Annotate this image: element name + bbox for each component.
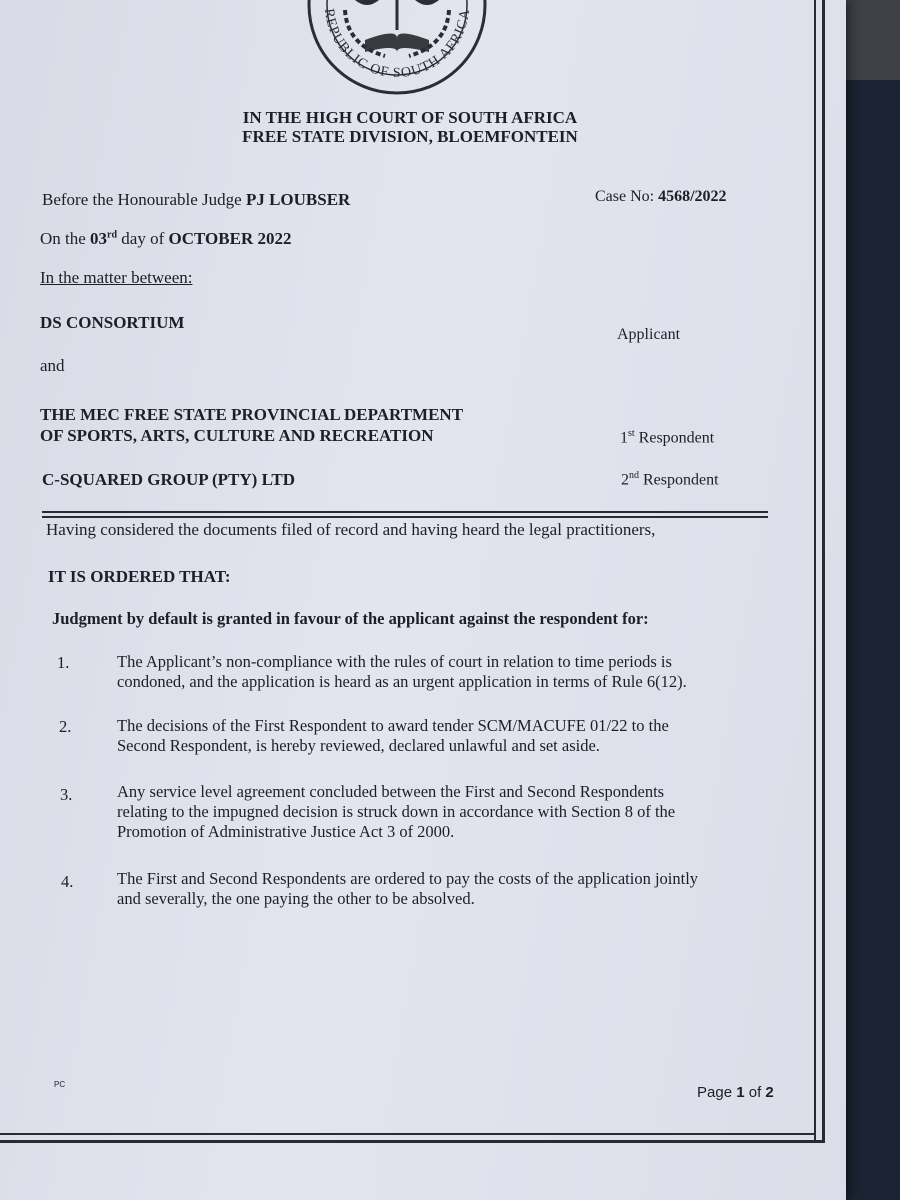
- date-month-year: OCTOBER 2022: [168, 229, 292, 248]
- order-text: The First and Second Respondents are ordered to pay the costs of the application jointly and severally, the one paying the other to be absolved.: [117, 869, 699, 908]
- border-bottom-outer: [0, 1140, 825, 1143]
- date-day: 03rd: [90, 229, 118, 248]
- second-respondent-role: 2nd Respondent: [621, 470, 719, 489]
- date-middle: day of: [121, 229, 165, 248]
- order-text: Any service level agreement concluded between the First and Second Respondents relating to the impugned decision is struck down in accordance with Section 8 of the Promotion of Administrative Justice Act 3 of 2000.: [117, 782, 676, 841]
- applicant-role: Applicant: [617, 326, 681, 343]
- order-text: The decisions of the First Respondent to award tender SCM/MACUFE 01/22 to the Second Respondent, is hereby reviewed, declared unlawful and set aside.: [117, 716, 669, 755]
- party-conjunction: and: [40, 356, 65, 375]
- judgment-heading: Judgment by default is granted in favour of the applicant against the respondent for:: [52, 609, 649, 628]
- first-respondent-role: 1st Respondent: [620, 428, 715, 447]
- case-label: Case No:: [595, 188, 655, 205]
- date-line: [40, 229, 291, 249]
- court-title: [0, 108, 820, 146]
- date-prefix: On the: [40, 229, 86, 248]
- court-title-line1: IN THE HIGH COURT OF SOUTH AFRICA: [242, 108, 578, 127]
- court-seal-icon: [305, 0, 490, 105]
- initials-mark: PC: [54, 1080, 66, 1089]
- judge-prefix: Before the Honourable Judge: [42, 190, 242, 209]
- intro-text: Having considered the documents filed of record and having heard the legal practitioners,: [46, 520, 656, 539]
- ordered-heading: IT IS ORDERED THAT:: [48, 567, 231, 586]
- case-number: 4568/2022: [658, 188, 727, 205]
- order-text: The Applicant’s non-compliance with the rules of court in relation to time periods is condoned, and the application is heard as an urgent application in terms of Rule 6(12).: [117, 652, 687, 691]
- court-title-line2: FREE STATE DIVISION, BLOEMFONTEIN: [242, 127, 578, 146]
- case-number-line: [595, 188, 727, 206]
- matter-heading: In the matter between:: [40, 268, 193, 287]
- order-number: 2.: [59, 717, 72, 736]
- border-bottom-inner: [0, 1133, 816, 1135]
- border-right-outer: [822, 0, 825, 1140]
- separator-rule-bottom: [42, 516, 768, 518]
- judge-line: [42, 190, 350, 210]
- applicant-name: DS CONSORTIUM: [40, 313, 185, 332]
- second-respondent-name: C-SQUARED GROUP (PTY) LTD: [42, 470, 295, 489]
- separator-rule-top: [42, 511, 768, 513]
- order-number: 4.: [61, 872, 74, 891]
- first-respondent-name-line2: OF SPORTS, ARTS, CULTURE AND RECREATION: [40, 426, 434, 445]
- first-respondent-name-line1: THE MEC FREE STATE PROVINCIAL DEPARTMENT: [40, 405, 464, 424]
- order-number: 1.: [57, 653, 70, 672]
- page-number: Page 1 of 2: [697, 1084, 774, 1101]
- border-right-inner: [814, 0, 816, 1140]
- svg-text:REPUBLIC OF SOUTH AFRICA: REPUBLIC OF SOUTH AFRICA: [320, 7, 474, 82]
- judge-name: PJ LOUBSER: [245, 190, 351, 209]
- order-number: 3.: [60, 785, 73, 804]
